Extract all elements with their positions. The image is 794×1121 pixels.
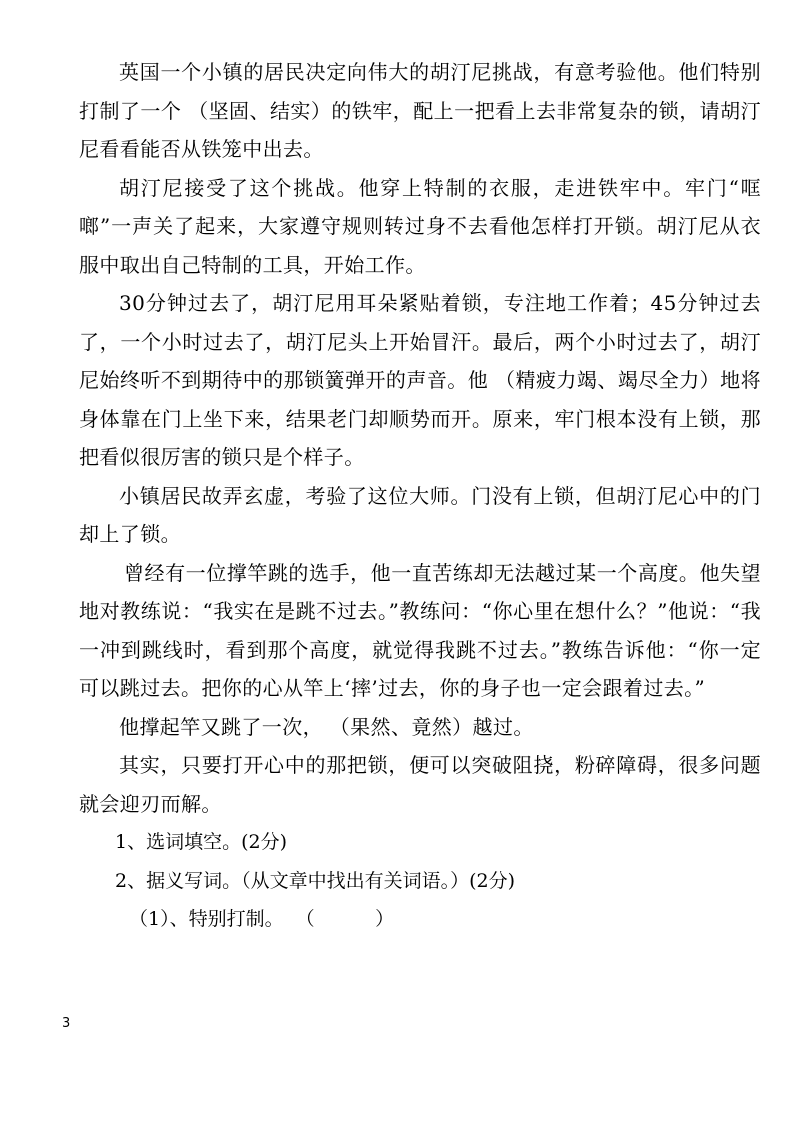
question-1: 1、选词填空。(2分) xyxy=(115,831,288,853)
paragraph-5: 曾经有一位撑竿跳的选手，他一直苦练却无法越过某一个高度。他失望地对教练说：“我实在是跳不过去。”教练问：“你心里在想什么？”他说：“我一冲到跳线时，看到那个高度，就觉得我跳不过去。”教练告诉他：“你一定可以跳过去。把你的心从竿上‘摔’过去，你的身子也一定会跟着过去。” xyxy=(79,560,761,700)
paragraph-1: 英国一个小镇的居民决定向伟大的胡汀尼挑战，有意考验他。他们特别打制了一个 （坚固、结实）的铁牢，配上一把看上去非常复杂的锁，请胡汀尼看看能否从铁笼中出去。 xyxy=(79,60,761,161)
paragraph-7: 其实，只要打开心中的那把锁，便可以突破阻挠，粉碎障碍，很多问题就会迎刃而解。 xyxy=(79,753,761,816)
question-2-1: （1）、特别打制。 （ ） xyxy=(129,908,395,930)
article-body xyxy=(79,53,761,939)
paragraph-6: 他撑起竿又跳了一次， （果然、竟然）越过。 xyxy=(119,714,534,739)
page-number: 3 xyxy=(62,1016,71,1031)
paragraph-2: 胡汀尼接受了这个挑战。他穿上特制的衣服，走进铁牢中。牢门“哐啷”一声关了起来，大家遵守规则转过身不去看他怎样打开锁。胡汀尼从衣服中取出自己特制的工具，开始工作。 xyxy=(79,175,761,277)
question-2: 2、据义写词。（从文章中找出有关词语。）(2分) xyxy=(115,869,516,892)
paragraph-4: 小镇居民故弄玄虚，考验了这位大师。门没有上锁，但胡汀尼心中的门却上了锁。 xyxy=(79,483,761,546)
paragraph-3: 30分钟过去了，胡汀尼用耳朵紧贴着锁，专注地工作着；45分钟过去了，一个小时过去了，胡汀尼头上开始冒汗。最后，两个小时过去了，胡汀尼始终听不到期待中的那锁簧弹开的声音。他 （精疲力竭、竭尽全力）地将身体靠在门上坐下来，结果老门却顺势而开。原来，牢门根本没有上锁，那把看似很厉害的锁只是个样子。 xyxy=(79,291,761,469)
